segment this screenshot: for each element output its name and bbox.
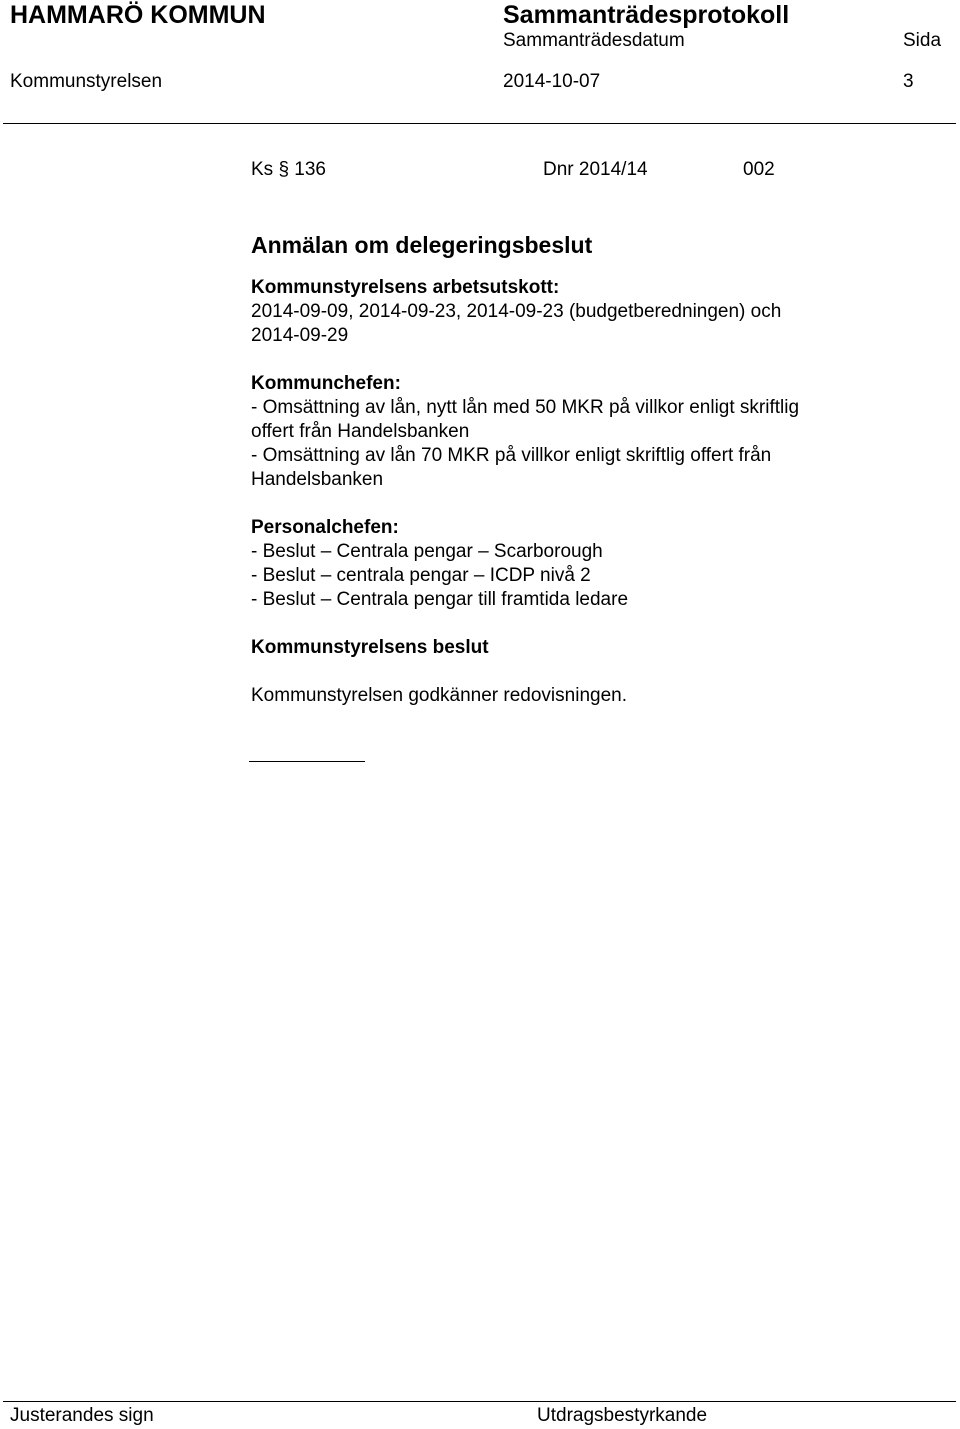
footer-extract-label: Utdragsbestyrkande (537, 1405, 708, 1426)
case-code: 002 (743, 159, 775, 180)
meeting-date-label: Sammanträdesdatum (503, 30, 685, 51)
footer-signature-label: Justerandes sign (10, 1405, 154, 1426)
section-kommunchefen (251, 372, 881, 492)
page-title: Anmälan om delegeringsbeslut (251, 232, 593, 258)
decision-line: - Omsättning av lån, nytt lån med 50 MKR på villkor enligt skriftlig (251, 397, 800, 418)
list-item: - Beslut – Centrala pengar – Scarborough (251, 541, 603, 562)
header-divider (3, 123, 956, 124)
document-body (251, 230, 881, 732)
case-reference: Ks § 136 (251, 159, 326, 180)
footer-divider (3, 1401, 956, 1402)
document-type: Sammanträdesprotokoll (503, 1, 790, 29)
page-number: 3 (903, 71, 914, 92)
decision-line: - Omsättning av lån 70 MKR på villkor enligt skriftlig offert från (251, 445, 772, 466)
section-personalchefen (251, 516, 881, 612)
decision-line: offert från Handelsbanken (251, 421, 470, 442)
list-item: - Beslut – Centrala pengar till framtida ledare (251, 589, 629, 610)
org-name: HAMMARÖ KOMMUN (10, 1, 266, 29)
section-heading-arbetsutskott: Kommunstyrelsens arbetsutskott: (251, 277, 560, 298)
meeting-dates-line: 2014-09-29 (251, 325, 349, 346)
list-item: - Beslut – centrala pengar – ICDP nivå 2 (251, 565, 591, 586)
section-heading-decision: Kommunstyrelsens beslut (251, 637, 489, 658)
end-of-section-rule (249, 761, 365, 762)
section-heading-personalchefen: Personalchefen: (251, 517, 399, 538)
decision-line: Handelsbanken (251, 469, 384, 490)
meeting-dates-line: 2014-09-09, 2014-09-23, 2014-09-23 (budgetberedningen) och (251, 301, 782, 322)
section-heading-kommunchefen: Kommunchefen: (251, 373, 401, 394)
section-arbetsutskott (251, 276, 881, 348)
section-decision (251, 636, 881, 708)
meeting-date: 2014-10-07 (503, 71, 601, 92)
page-label: Sida (903, 30, 942, 51)
body-name: Kommunstyrelsen (10, 71, 163, 92)
diary-number: Dnr 2014/14 (543, 159, 648, 180)
decision-text: Kommunstyrelsen godkänner redovisningen. (251, 685, 627, 706)
